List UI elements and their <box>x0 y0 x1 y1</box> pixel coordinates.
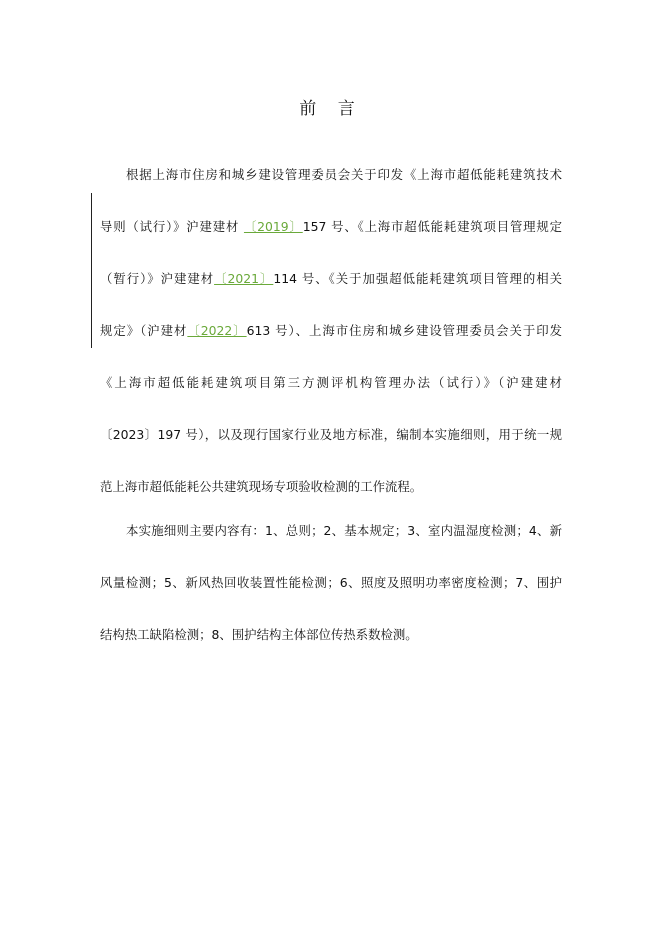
revision-change-bar <box>91 193 92 348</box>
paragraph-1-line-2: 导则（试行）》沪建建材 〔2019〕157 号、《上海市超低能耗建筑项目管理规定 <box>100 219 562 234</box>
paragraph-1-line-3: （暂行）》沪建建材〔2021〕114 号、《关于加强超低能耗建筑项目管理的相关 <box>100 271 562 286</box>
paragraph-1-line-1: 根据上海市住房和城乡建设管理委员会关于印发《上海市超低能耗建筑技术 <box>126 167 562 182</box>
paragraph-2-line-3: 结构热工缺陷检测；8、围护结构主体部位传热系数检测。 <box>100 627 418 642</box>
paragraph-1-line-7: 范上海市超低能耗公共建筑现场专项验收检测的工作流程。 <box>100 479 423 494</box>
revision-marked-reference: 〔2022〕 <box>187 323 247 338</box>
paragraph-2-line-1: 本实施细则主要内容有：1、总则；2、基本规定；3、室内温湿度检测；4、新 <box>126 523 562 538</box>
page-title: 前 言 <box>299 99 363 119</box>
paragraph-1-line-6: 〔2023〕197 号），以及现行国家行业及地方标准，编制本实施细则，用于统一规 <box>100 427 562 442</box>
paragraph-1-line-4: 规定》（沪建材〔2022〕613 号）、上海市住房和城乡建设管理委员会关于印发 <box>100 323 562 338</box>
paragraph-2-line-2: 风量检测；5、新风热回收装置性能检测；6、照度及照明功率密度检测；7、围护 <box>100 575 562 590</box>
paragraph-1-line-5: 《上海市超低能耗建筑项目第三方测评机构管理办法（试行）》（沪建建材 <box>100 375 562 390</box>
revision-marked-reference: 〔2019〕 <box>243 219 303 234</box>
revision-marked-reference: 〔2021〕 <box>214 271 274 286</box>
